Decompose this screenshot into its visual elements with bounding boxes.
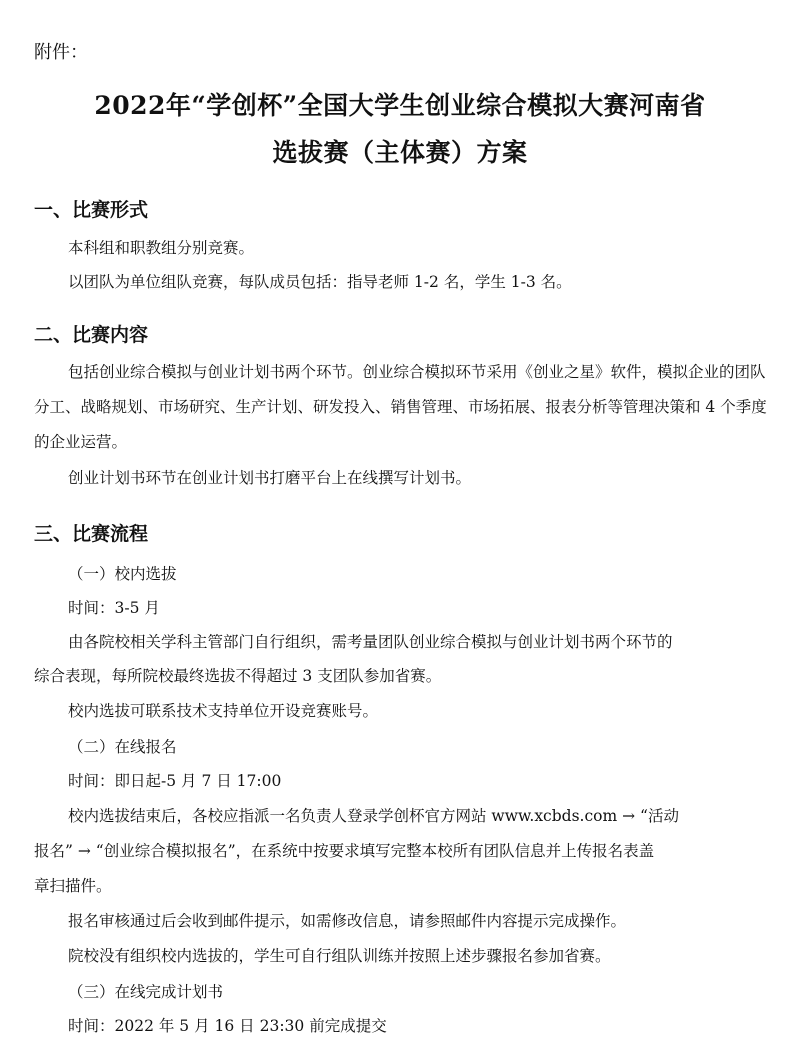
paragraph-line: 报名” → “创业综合模拟报名”，在系统中按要求填写完整本校所有团队信息并上传报名表盖 xyxy=(34,842,655,860)
time-line: 时间：即日起-5 月 7 日 17:00 xyxy=(68,772,282,790)
subsection-heading: （三）在线完成计划书 xyxy=(68,983,224,1001)
paragraph: 包括创业综合模拟与创业计划书两个环节。创业综合模拟环节采用《创业之星》软件，模拟企业的团队分工、战略规划、市场研究、生产计划、研发投入、销售管理、市场拓展、报表分析等管理决策和 4 个季度的企业运营。 xyxy=(34,363,767,451)
time-line: 时间：3-5 月 xyxy=(68,599,160,617)
attachment-label: 附件： xyxy=(34,42,88,63)
time-line: 时间：2022 年 5 月 16 日 23:30 前完成提交 xyxy=(68,1017,387,1035)
subsection-heading: （二）在线报名 xyxy=(68,738,177,756)
paragraph-line: 章扫描件。 xyxy=(34,877,112,895)
paragraph-line: 综合表现，每所院校最终选拔不得超过 3 支团队参加省赛。 xyxy=(34,667,442,685)
paragraph-line: 由各院校相关学科主管部门自行组织，需考量团队创业综合模拟与创业计划书两个环节的 xyxy=(68,633,673,651)
paragraph: 创业计划书环节在创业计划书打磨平台上在线撰写计划书。 xyxy=(68,469,472,487)
document-title-line1: 2022年“学创杯”全国大学生创业综合模拟大赛河南省 xyxy=(94,91,706,120)
paragraph: 校内选拔可联系技术支持单位开设竞赛账号。 xyxy=(68,702,379,720)
paragraph: 报名审核通过后会收到邮件提示，如需修改信息，请参照邮件内容提示完成操作。 xyxy=(68,912,627,930)
paragraph: 以团队为单位组队竞赛，每队成员包括：指导老师 1-2 名，学生 1-3 名。 xyxy=(68,273,572,291)
section-heading-format: 一、比赛形式 xyxy=(34,199,149,221)
section-heading-process: 三、比赛流程 xyxy=(34,523,149,545)
paragraph: 院校没有组织校内选拔的，学生可自行组队训练并按照上述步骤报名参加省赛。 xyxy=(68,947,611,965)
section-heading-content: 二、比赛内容 xyxy=(34,324,149,346)
paragraph: 本科组和职教组分别竞赛。 xyxy=(68,239,255,257)
subsection-heading: （一）校内选拔 xyxy=(68,565,177,583)
paragraph-line: 校内选拔结束后，各校应指派一名负责人登录学创杯官方网站 www.xcbds.com → “活动 xyxy=(68,807,679,825)
document-title-line2: 选拔赛（主体赛）方案 xyxy=(272,138,528,167)
